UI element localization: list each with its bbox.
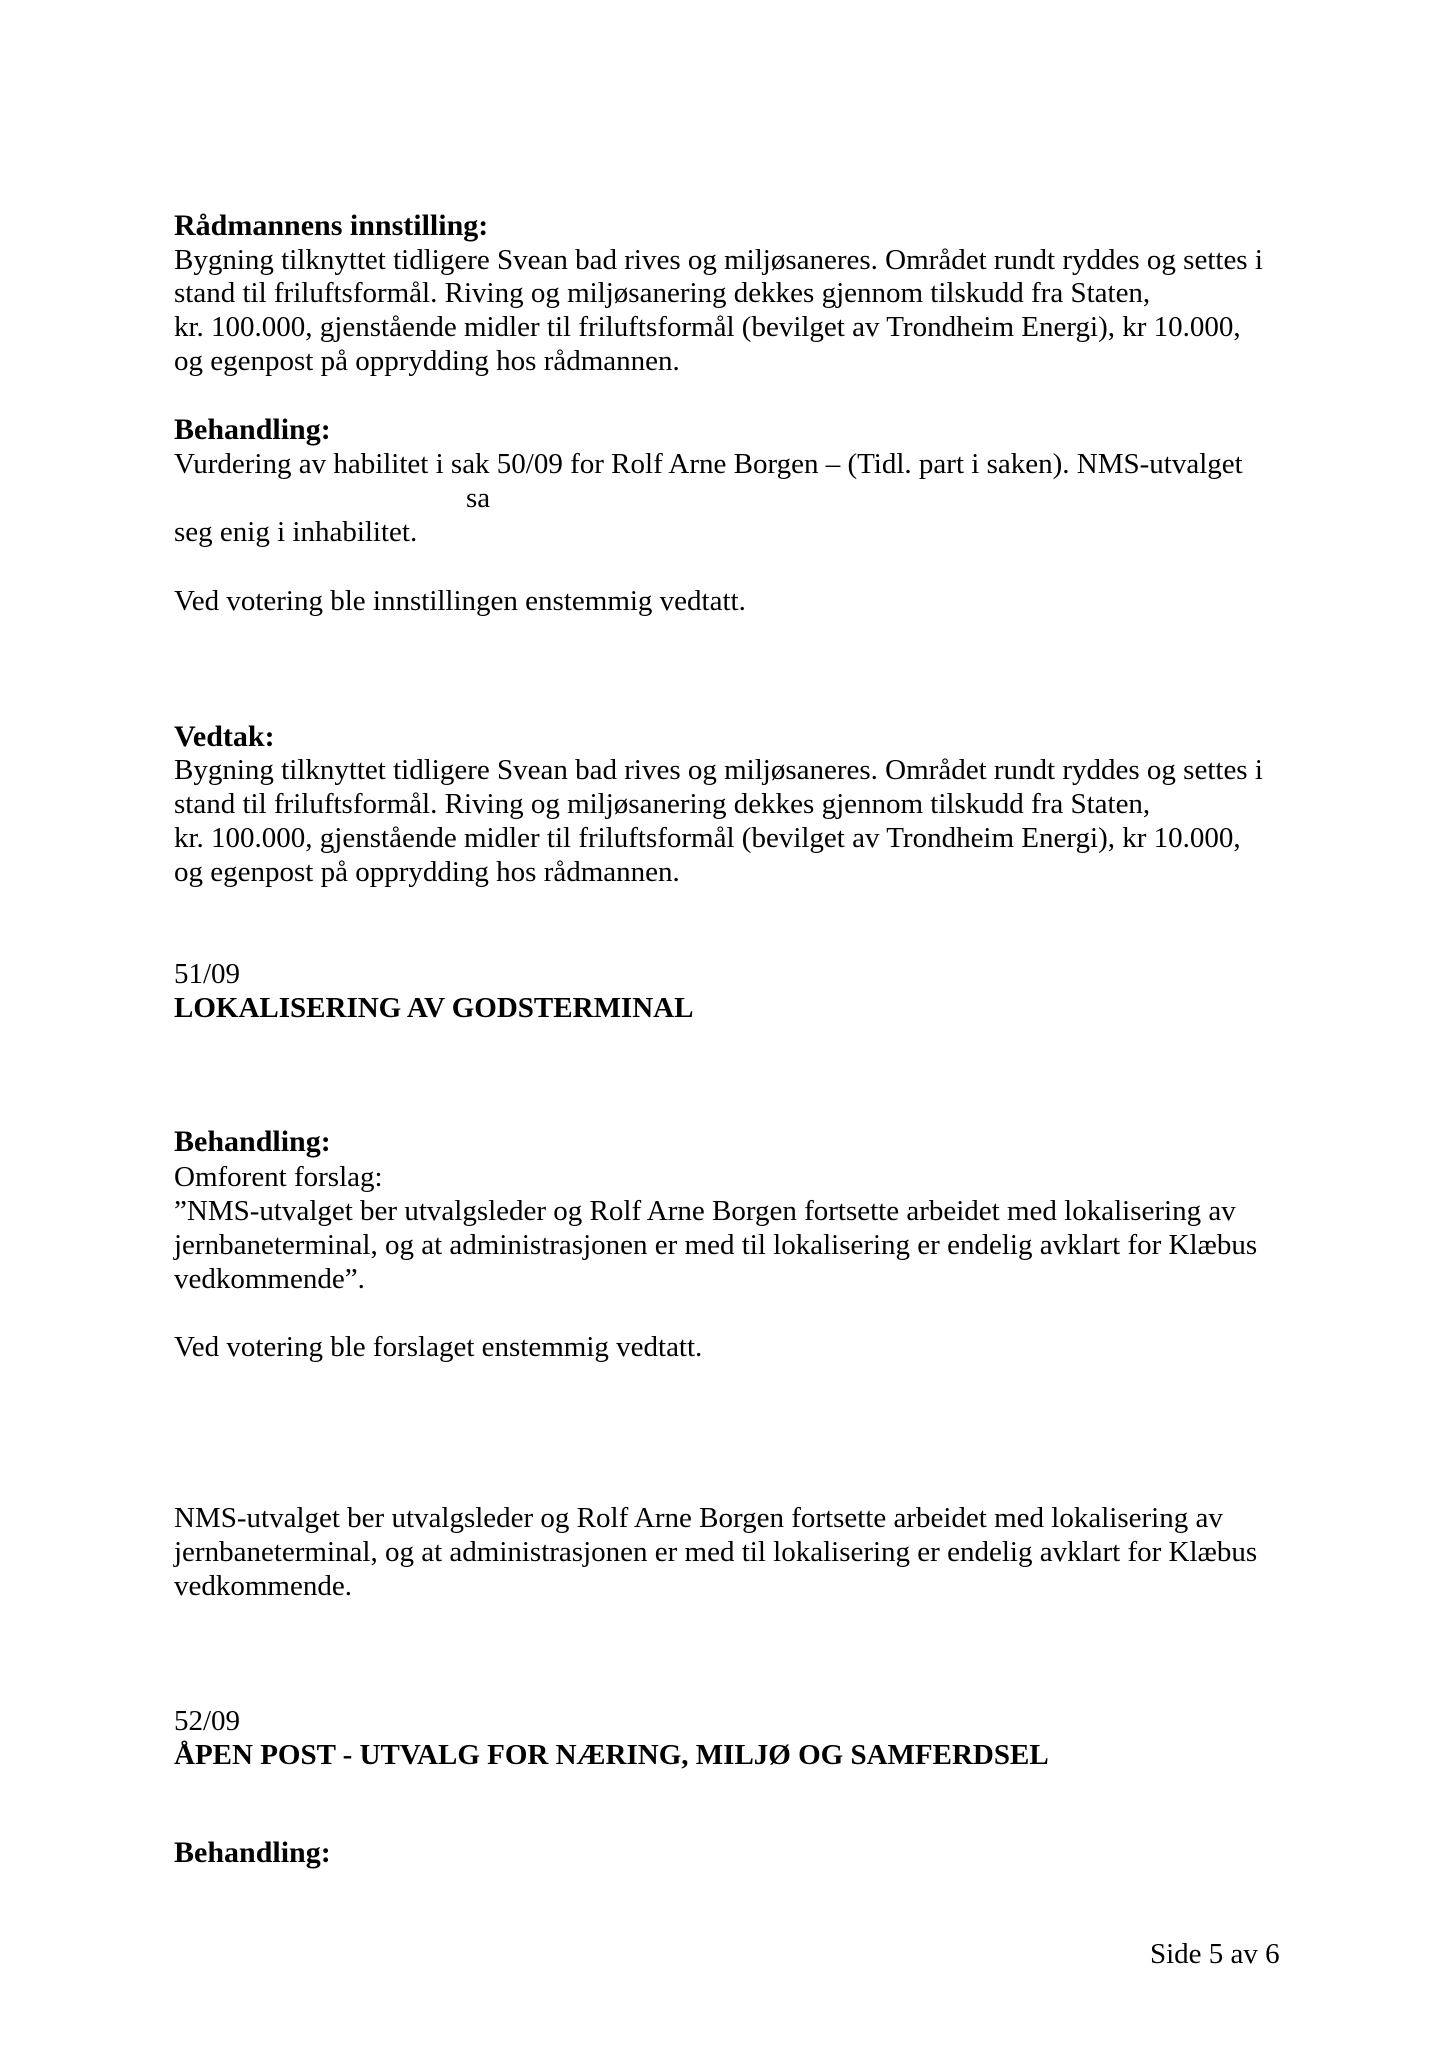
innstilling-line: Bygning tilknyttet tidligere Svean bad rives og miljøsaneres. Området rundt ryddes og settes i: [174, 244, 1263, 276]
vedtak-line: stand til friluftsformål. Riving og miljøsanering dekkes gjennom tilskudd fra Staten,: [174, 788, 1151, 820]
behandling-line: vedkommende”.: [174, 1263, 365, 1295]
innstilling-line: stand til friluftsformål. Riving og miljøsanering dekkes gjennom tilskudd fra Staten,: [174, 277, 1151, 309]
behandling-line: seg enig i inhabilitet.: [174, 516, 418, 548]
decision-line: jernbaneterminal, og at administrasjonen er med til lokalisering er endelig avklart for Klæbus: [174, 1536, 1258, 1568]
case-title: LOKALISERING AV GODSTERMINAL: [174, 992, 694, 1024]
section-heading-behandling: Behandling:: [174, 413, 331, 446]
behandling-line: Omforent forslag:: [174, 1161, 383, 1193]
case-number: 51/09: [174, 958, 241, 990]
section-heading-vedtak: Vedtak:: [174, 720, 275, 753]
innstilling-line: og egenpost på opprydding hos rådmannen.: [174, 345, 680, 377]
section-heading-behandling: Behandling:: [174, 1836, 331, 1869]
decision-line: NMS-utvalget ber utvalgsleder og Rolf Arne Borgen fortsette arbeidet med lokalisering av: [174, 1502, 1223, 1534]
behandling-line: ”NMS-utvalget ber utvalgsleder og Rolf Arne Borgen fortsette arbeidet med lokalisering av: [174, 1195, 1236, 1227]
behandling-line: Vurdering av habilitet i sak 50/09 for Rolf Arne Borgen – (Tidl. part i saken). NMS-utvalget: [174, 448, 1243, 480]
vote-result: Ved votering ble innstillingen enstemmig vedtatt.: [174, 585, 746, 617]
section-heading-behandling: Behandling:: [174, 1125, 331, 1158]
behandling-line: sa: [466, 482, 491, 514]
section-heading-innstilling: Rådmannens innstilling:: [174, 209, 489, 242]
page-number: Side 5 av 6: [1150, 1938, 1280, 1970]
vedtak-line: kr. 100.000, gjenstående midler til friluftsformål (bevilget av Trondheim Energi), kr 10.000,: [174, 822, 1241, 854]
vote-result: Ved votering ble forslaget enstemmig vedtatt.: [174, 1331, 703, 1363]
decision-line: vedkommende.: [174, 1570, 352, 1602]
vedtak-line: Bygning tilknyttet tidligere Svean bad rives og miljøsaneres. Området rundt ryddes og settes i: [174, 754, 1263, 786]
behandling-line: jernbaneterminal, og at administrasjonen er med til lokalisering er endelig avklart for Klæbus: [174, 1229, 1258, 1261]
vedtak-line: og egenpost på opprydding hos rådmannen.: [174, 856, 680, 888]
innstilling-line: kr. 100.000, gjenstående midler til friluftsformål (bevilget av Trondheim Energi), kr 10.000,: [174, 311, 1241, 343]
case-number: 52/09: [174, 1705, 241, 1737]
case-title: ÅPEN POST - UTVALG FOR NÆRING, MILJØ OG SAMFERDSEL: [174, 1739, 1049, 1771]
